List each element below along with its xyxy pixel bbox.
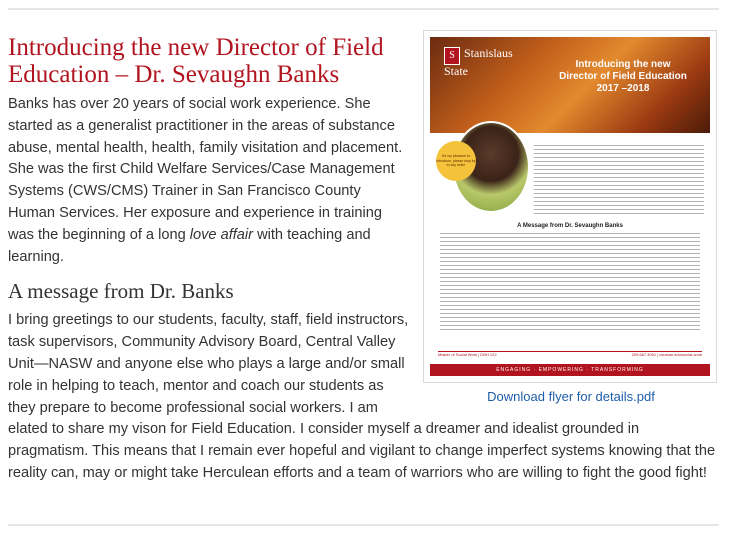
download-flyer-link[interactable]: Download flyer for details.pdf	[487, 389, 655, 404]
flyer-figure	[423, 30, 719, 405]
flyer-subheading: A Message from Dr. Sevaughn Banks	[517, 223, 623, 229]
flyer-title: Introducing the new Director of Field Education 2017 –2018	[559, 59, 687, 94]
flyer-footer: Master of Social Work | DBH 122 209.667.3091 | csustan.edu/social-work	[438, 352, 702, 357]
article	[8, 16, 719, 485]
shield-icon: S	[444, 47, 460, 65]
flyer-image[interactable]	[423, 30, 717, 383]
flyer-tagline: ENGAGING · EMPOWERING · TRANSFORMING	[430, 364, 710, 376]
message-paragraph: I bring greetings to our students, faculty, staff, field instructors, task supervisors, Community Advisory Board, Central Valley Unit—NASW and anyone else who plays a large and/or small role in helping to teach, mentor and coach our students as they prepare to become professional social workers. I am elated to share my vison for Field Education. I consider myself a dreamer and idealist grounded in pragmatism. This means that I remain ever hopeful and vigilant to change imperfect systems knowing that the reality can, may or might take Herculean efforts and a team of warriors who are willing to fight the good fight!	[8, 312, 716, 481]
top-divider	[8, 8, 719, 10]
bio-paragraph: Banks has over 20 years of social work experience. She started as a generalist practitioner in the areas of substance abuse, mental health, health, family visitation and placement. She was the first Child Welfare Services/Case Management Systems (CWS/CMS) Trainer in San Francisco County Human Services. Her exposure and experience in training was the beginning of a long love affair with teaching and learning.	[8, 96, 403, 265]
stanislaus-logo: S Stanislaus State	[444, 46, 513, 78]
flyer-bio-text	[534, 145, 704, 215]
bottom-divider	[8, 524, 719, 526]
section-heading: A message from Dr. Banks	[8, 279, 234, 304]
article-title: Introducing the new Director of Field Education – Dr. Sevaughn Banks	[8, 34, 384, 88]
flyer-message-text	[440, 233, 700, 333]
speech-bubble: It's my pleasure to introduce, please stop by to say hello!	[436, 141, 476, 181]
